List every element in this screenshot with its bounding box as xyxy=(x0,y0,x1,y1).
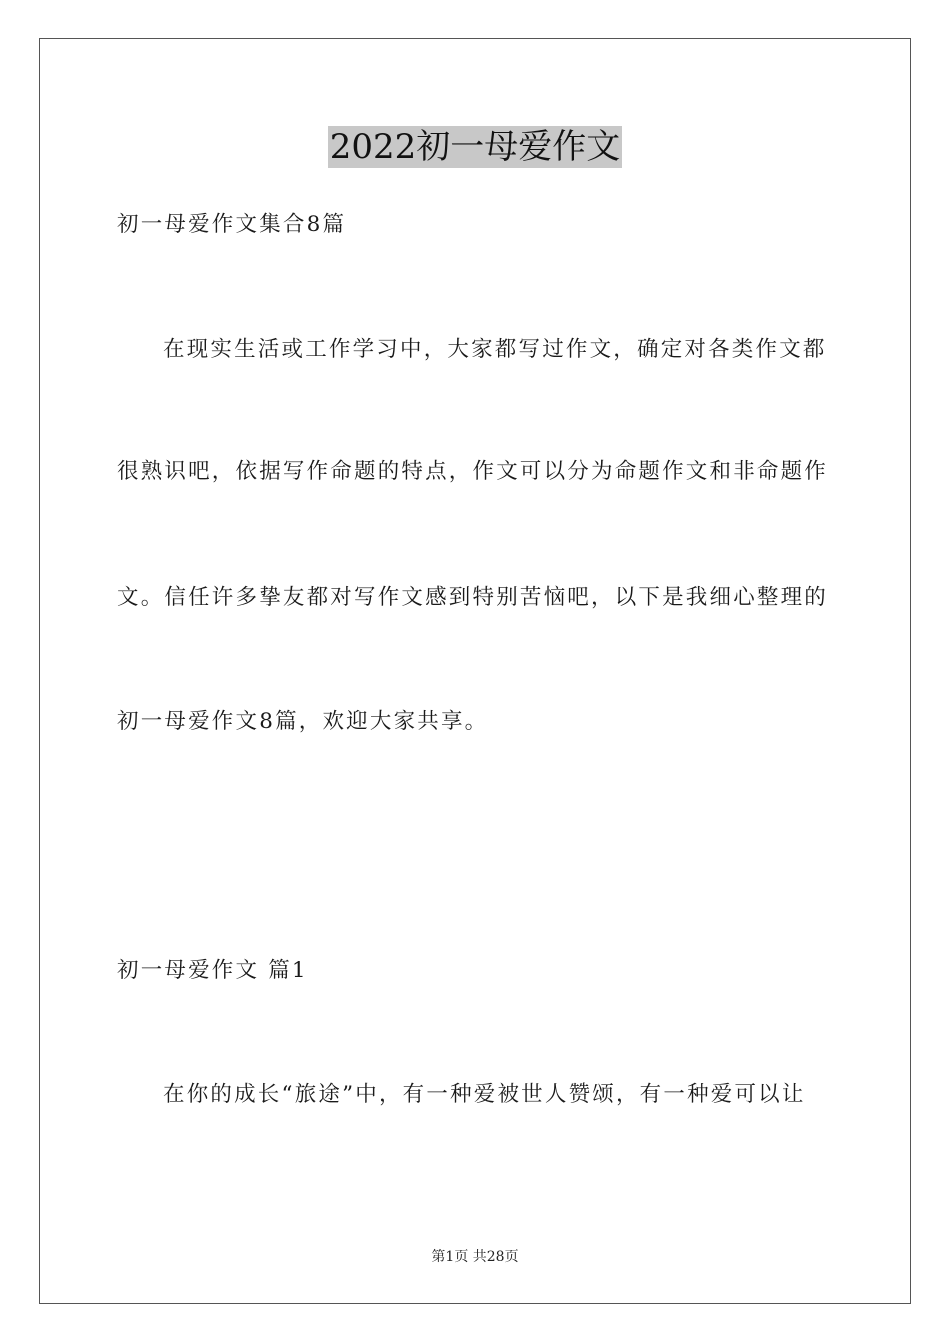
title-container xyxy=(0,126,950,168)
section-heading: 初一母爱作文 篇1 xyxy=(117,958,308,983)
section-line-1: 在你的成长“旅途”中，有一种爱被世人赞颂，有一种爱可以让 xyxy=(163,1082,806,1107)
intro-line-1: 在现实生活或工作学习中，大家都写过作文，确定对各类作文都 xyxy=(163,337,827,362)
document-subtitle: 初一母爱作文集合8篇 xyxy=(117,212,347,237)
intro-line-3: 文。信任许多挚友都对写作文感到特别苦恼吧，以下是我细心整理的 xyxy=(117,585,829,610)
intro-line-2: 很熟识吧，依据写作命题的特点，作文可以分为命题作文和非命题作 xyxy=(117,459,829,484)
intro-line-4: 初一母爱作文8篇，欢迎大家共享。 xyxy=(117,709,489,734)
document-title: 2022初一母爱作文 xyxy=(329,127,621,167)
page-footer: 第1页 共28页 xyxy=(431,1249,519,1265)
